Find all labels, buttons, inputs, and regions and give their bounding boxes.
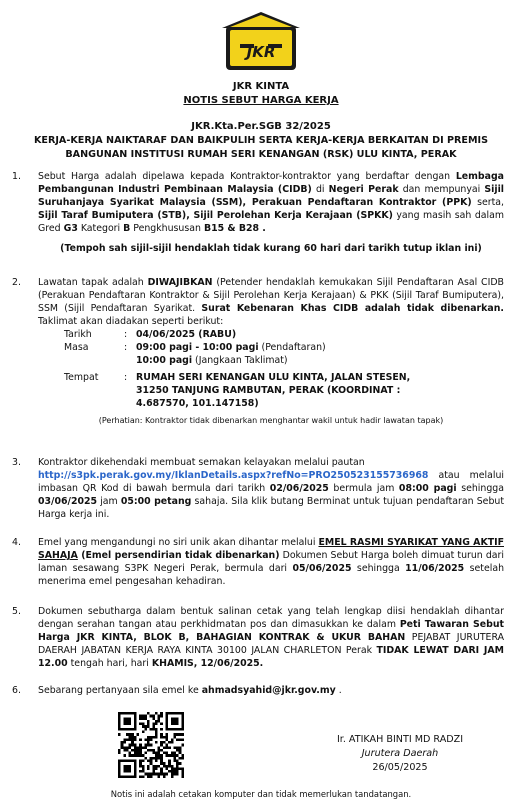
item-number: 5.	[12, 606, 21, 617]
item-text: Sebarang pertanyaan sila emel ke ahmadsyahid@jkr.gov.my .	[38, 685, 342, 696]
item-text: Dokumen sebutharga dalam bentuk salinan cetak yang telah lengkap diisi hendaklah dihantar dengan serahan tangan atau perkhidmatan pos dan dimasukkan ke dalam Peti Tawaran Sebut Harga JKR KINTA, BLOK B, BAHAGIAN KONTRAK & UKUR BAHAN PEJABAT JURUTERA DAERAH JABATAN KERJA RAYA KINTA 30100 JALAN CHARLETON Perak TIDAK LEWAT DARI JAM 12.00 tengah hari, hari KHAMIS, 12/06/2025.	[38, 606, 505, 669]
detail-row: Tempat : RUMAH SERI KENANGAN ULU KINTA, JALAN STESEN, 31250 TANJUNG RAMBUTAN, PERAK (KOORDINAT : 4.687570, 101.147158)	[64, 372, 411, 409]
item-number: 4.	[12, 537, 21, 548]
item-text: Emel yang mengandungi no siri unik akan dihantar melalui EMEL RASMI SYARIKAT YANG AKTIF SAHAJA (Emel persendirian tidak dibenarkan) Dokumen Sebut Harga boleh dimuat turun dari laman sesawang S3PK Negeri Perak, bermula dari 05/06/2025 sehingga 11/06/2025 setelah menerima emel pengesahan kehadiran.	[38, 537, 505, 587]
list-item	[12, 276, 504, 427]
logo-text: JKR	[246, 43, 276, 61]
signatory-name: Ir. ATIKAH BINTI MD RADZI	[336, 734, 464, 745]
list-item	[12, 170, 505, 255]
item-number: 6.	[12, 685, 21, 696]
list-item	[12, 536, 505, 588]
item-number: 1.	[12, 171, 21, 182]
site-visit-note: (Perhatian: Kontraktor tidak dibenarkan menghantar wakil untuk hadir lawatan tapak)	[98, 416, 444, 425]
qr-code[interactable]	[118, 712, 184, 778]
s3pk-link[interactable]: http://s3pk.perak.gov.my/IklanDetails.aspx?refNo=PRO250523155736968	[38, 470, 429, 481]
reference-number: JKR.Kta.Per.SGB 32/2025	[191, 121, 331, 132]
org-name: JKR KINTA	[232, 81, 290, 92]
jkr-logo	[216, 10, 306, 74]
detail-row: 10:00 pagi (Jangkaan Taklimat)	[136, 355, 288, 366]
notice-title: NOTIS SEBUT HARGA KERJA	[183, 95, 339, 106]
item-text: Sebut Harga adalah dipelawa kepada Kontraktor-kontraktor yang berdaftar dengan Lembaga Pembangunan Industri Pembinaan Malaysia (CIDB) di Negeri Perak dan mempunyai Sijil Suruhanjaya Syarikat Malaysia (SSM), Perakuan Pendaftaran Kontraktor (PPK) serta, Sijil Taraf Bumiputera (STB), Sijil Perolehan Kerja Kerajaan (SPKK) yang masih sah dalam Gred G3 Kategori B Pengkhususan B15 & B28 .	[38, 171, 505, 234]
footer-note: Notis ini adalah cetakan komputer dan tidak memerlukan tandatangan.	[110, 789, 412, 799]
project-title-line1: KERJA-KERJA NAIKTARAF DAN BAIKPULIH SERTA KERJA-KERJA BERKAITAN DI PREMIS	[33, 135, 488, 146]
list-item	[12, 605, 505, 670]
detail-row: Masa : 09:00 pagi - 10:00 pagi (Pendaftaran)	[64, 342, 326, 353]
contact-email[interactable]: ahmadsyahid@jkr.gov.my	[201, 685, 336, 696]
detail-row: Tarikh : 04/06/2025 (RABU)	[64, 329, 237, 340]
briefing-details	[62, 328, 430, 410]
validity-note: (Tempoh sah sijil-sijil hendaklah tidak kurang 60 hari dari tarikh tutup iklan ini)	[60, 243, 482, 254]
item-text: Lawatan tapak adalah DIWAJIBKAN (Petender hendaklah kemukakan Sijil Pendaftaran Asal CIDB (Perakuan Pendaftaran Kontraktor & Sijil Perolehan Kerja Kerajaan) & PKK (Sijil Taraf Bumiputera), SSM (Sijil Pendaftaran Syarikat. Surat Kebenaran Khas CIDB adalah tidak dibenarkan. Taklimat akan diadakan seperti berikut:	[38, 277, 504, 327]
list-item	[12, 456, 505, 521]
signatory-role: Jurutera Daerah	[361, 748, 439, 759]
item-text: Kontraktor dikehendaki membuat semakan kelayakan melalui pautan http://s3pk.perak.gov.my/IklanDetails.aspx?refNo=PRO250523155736968 atau melalui imbasan QR Kod di bawah bermula dari tarikh 02/06/2025 bermula jam 08:00 pagi sehingga 03/06/2025 jam 05:00 petang sahaja. Sila klik butang Berminat untuk tujuan pendaftaran Sebut Harga kerja ini.	[38, 457, 505, 520]
item-number: 3.	[12, 457, 21, 468]
signature-date: 26/05/2025	[372, 762, 428, 773]
list-item	[12, 684, 504, 697]
project-title-line2: BANGUNAN INSTITUSI RUMAH SERI KENANGAN (RSK) ULU KINTA, PERAK	[65, 149, 457, 160]
item-number: 2.	[12, 277, 21, 288]
